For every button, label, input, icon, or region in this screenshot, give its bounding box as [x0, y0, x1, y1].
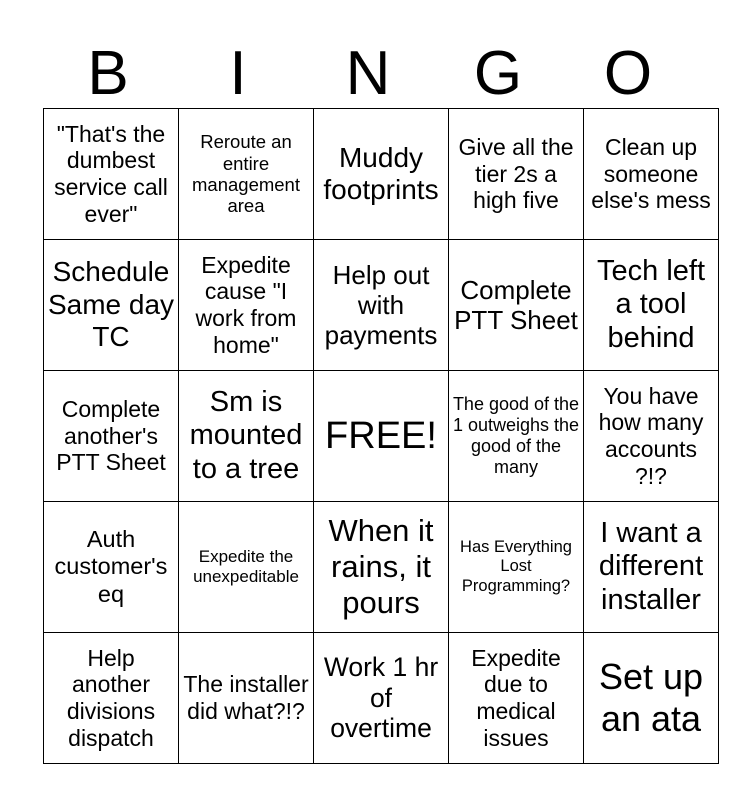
bingo-cell[interactable]: Expedite due to medical issues	[449, 633, 584, 764]
bingo-cell[interactable]: Help out with payments	[314, 240, 449, 371]
header-letter-g: G	[473, 39, 523, 108]
header-letter-b: B	[87, 39, 129, 108]
free-space-cell[interactable]: FREE!	[314, 371, 449, 502]
bingo-cell[interactable]: Has Everything Lost Programming?	[449, 502, 584, 633]
board-row	[44, 109, 719, 240]
bingo-cell[interactable]: The installer did what?!?	[179, 633, 314, 764]
bingo-cell[interactable]: Help another divisions dispatch	[44, 633, 179, 764]
bingo-cell[interactable]: Complete PTT Sheet	[449, 240, 584, 371]
header-letter-o: O	[603, 39, 653, 108]
bingo-cell[interactable]: Give all the tier 2s a high five	[449, 109, 584, 240]
bingo-cell[interactable]: "That's the dumbest service call ever"	[44, 109, 179, 240]
header-letter-i: I	[229, 39, 247, 108]
board-row	[44, 371, 719, 502]
board-row	[44, 633, 719, 764]
board-row	[44, 240, 719, 371]
bingo-cell[interactable]: Muddy footprints	[314, 109, 449, 240]
bingo-cell[interactable]: I want a different installer	[584, 502, 719, 633]
board-row	[44, 502, 719, 633]
bingo-cell[interactable]: Complete another's PTT Sheet	[44, 371, 179, 502]
bingo-board	[43, 108, 719, 764]
bingo-cell[interactable]: Set up an ata	[584, 633, 719, 764]
bingo-cell[interactable]: Schedule Same day TC	[44, 240, 179, 371]
bingo-cell[interactable]: You have how many accounts ?!?	[584, 371, 719, 502]
bingo-cell[interactable]: Tech left a tool behind	[584, 240, 719, 371]
bingo-cell[interactable]: Clean up someone else's mess	[584, 109, 719, 240]
bingo-cell[interactable]: Reroute an entire management area	[179, 109, 314, 240]
bingo-cell[interactable]: When it rains, it pours	[314, 502, 449, 633]
bingo-cell[interactable]: Auth customer's eq	[44, 502, 179, 633]
bingo-cell[interactable]: Sm is mounted to a tree	[179, 371, 314, 502]
bingo-cell[interactable]: The good of the 1 outweighs the good of the many	[449, 371, 584, 502]
bingo-cell[interactable]: Expedite cause "I work from home"	[179, 240, 314, 371]
bingo-header	[43, 40, 693, 108]
bingo-cell[interactable]: Expedite the unexpeditable	[179, 502, 314, 633]
bingo-cell[interactable]: Work 1 hr of overtime	[314, 633, 449, 764]
header-letter-n: N	[345, 39, 391, 108]
